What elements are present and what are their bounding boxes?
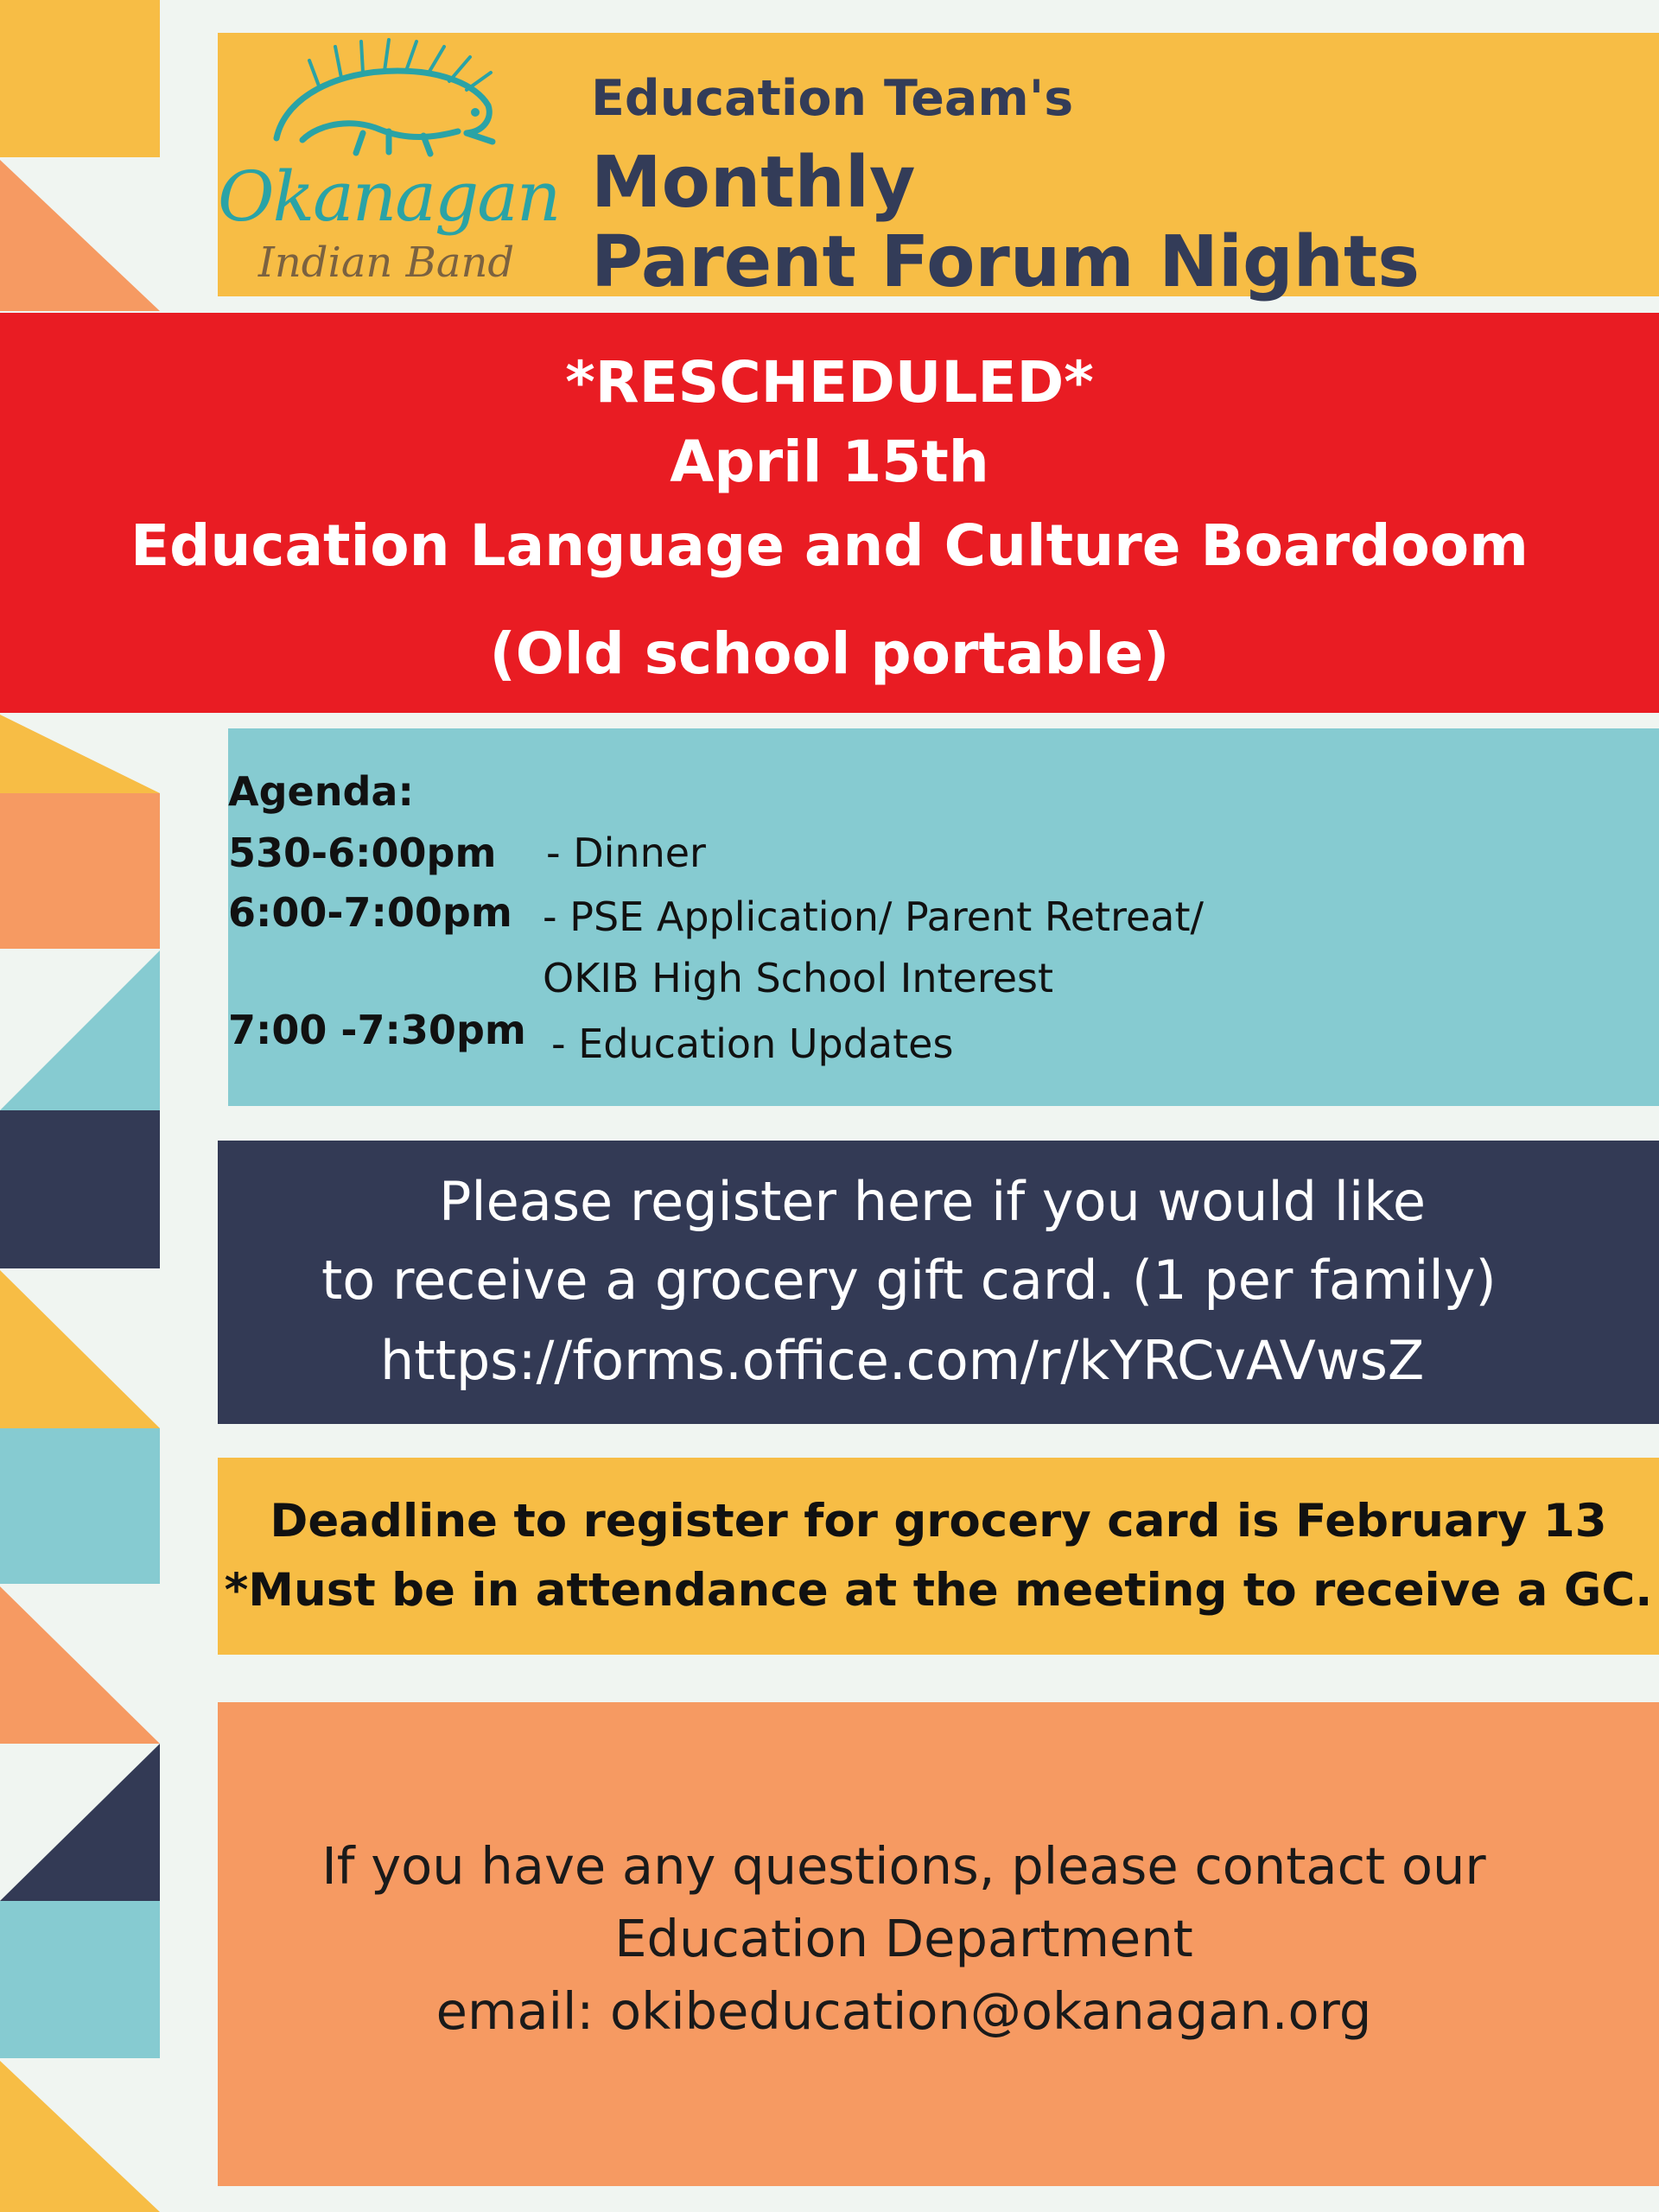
header-banner xyxy=(218,33,1659,303)
agenda-desc: - PSE Application/ Parent Retreat/ xyxy=(543,893,1205,940)
contact-panel xyxy=(218,1702,1659,2186)
agenda-time: 530-6:00pm xyxy=(228,830,497,876)
okanagan-logo xyxy=(218,33,560,296)
registration-link[interactable]: https://forms.office.com/r/kYRCvAVwsZ xyxy=(380,1329,1425,1392)
register-text-line1: Please register here if you would like xyxy=(439,1170,1427,1233)
agenda-desc: - Dinner xyxy=(546,830,706,876)
event-location: Education Language and Culture Boardoom xyxy=(130,512,1529,579)
register-text-line2: to receive a grocery gift card. (1 per family) xyxy=(321,1249,1497,1312)
logo-subtitle: Indian Band xyxy=(257,238,515,287)
logo-name: Okanagan xyxy=(218,156,560,237)
agenda-desc: - Education Updates xyxy=(551,1020,954,1067)
page-title xyxy=(591,143,1420,302)
attendance-requirement: *Must be in attendance at the meeting to receive a GC. xyxy=(224,1564,1653,1617)
porcupine-icon xyxy=(259,36,510,157)
event-location-note: (Old school portable) xyxy=(489,620,1170,687)
event-date: April 15th xyxy=(670,429,989,495)
contact-email[interactable]: email: okibeducation@okanagan.org xyxy=(435,1981,1372,2041)
agenda-time: 6:00-7:00pm xyxy=(228,889,512,936)
rescheduled-notice: *RESCHEDULED* xyxy=(565,349,1094,416)
contact-text-line1: If you have any questions, please contact our xyxy=(321,1836,1486,1896)
header-team: Education Team's xyxy=(591,70,1074,127)
deadline-text: Deadline to register for grocery card is February 13 xyxy=(270,1495,1607,1548)
agenda-time: 7:00 -7:30pm xyxy=(228,1007,526,1053)
registration-panel xyxy=(218,1141,1659,1424)
contact-department: Education Department xyxy=(614,1909,1193,1968)
title-line-1: Monthly xyxy=(591,142,916,224)
agenda-desc-continued: OKIB High School Interest xyxy=(543,955,1054,1001)
agenda-heading: Agenda: xyxy=(228,768,414,815)
event-banner xyxy=(0,313,1659,713)
agenda-panel xyxy=(228,728,1659,1106)
title-line-2: Parent Forum Nights xyxy=(591,221,1421,303)
deadline-panel xyxy=(218,1458,1659,1655)
